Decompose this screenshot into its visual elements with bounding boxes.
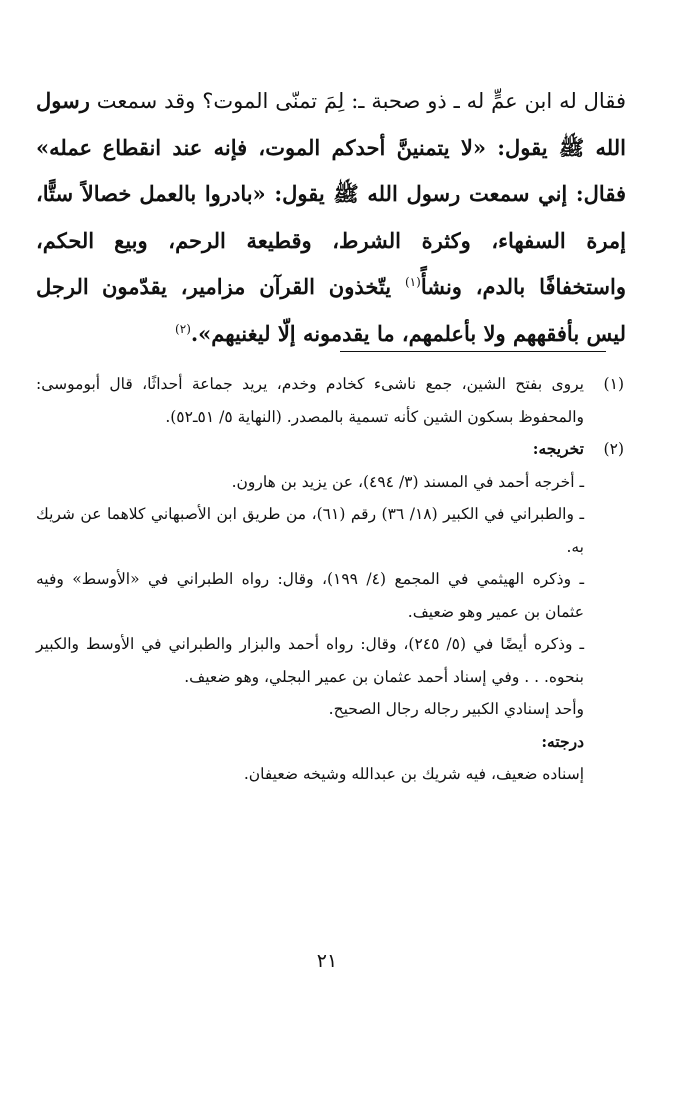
takhrij-item: وأحد إسنادي الكبير رجاله رجال الصحيح.	[328, 700, 584, 718]
main-line-2: رسول الله ﷺ يقول: «لا يتمنينَّ أحدكم الموت، فإنه عند انقطاع	[36, 88, 626, 160]
footnote-separator	[340, 351, 606, 352]
footnote-ref-1[interactable]: (١)	[404, 275, 421, 289]
main-line-5b: يتّخذون القرآن مزامير، يقدّمون	[101, 274, 405, 299]
grade-heading: درجته:	[541, 731, 584, 751]
main-text	[36, 78, 626, 357]
footnotes	[36, 368, 624, 791]
main-line-4: خصالاً ستًّا، إمرة السفهاء، وكثرة الشرط، وقطيعة الرحم، وبيع	[36, 181, 626, 253]
takhrij-item: ـ أخرجه أحمد في المسند (٣/ ٤٩٤)، عن يزيد بن هارون.	[231, 472, 584, 491]
footnote-number-2: (٢)	[603, 440, 624, 458]
main-line-6: الرجل ليس بأفقههم ولا بأعلمهم، ما يقدمونه إلّا ليغنيهم».	[36, 274, 626, 346]
footnote-text-2	[36, 433, 584, 791]
grade-text: إسناده ضعيف، فيه شريك بن عبدالله وشيخه ضعيفان.	[243, 765, 584, 783]
main-line-5: الحكم، واستخفافًا بالدم، ونشأً	[36, 227, 626, 299]
footnote-ref-2[interactable]: (٢)	[175, 321, 191, 336]
footnote-2	[36, 433, 624, 791]
footnote-number-1: (١)	[603, 375, 624, 393]
takhrij-item: ـ وذكره أيضًا في (٥/ ٢٤٥)، وقال: رواه أحمد والبزار والطبراني في الأوسط والكبير بنحوه. . . وفي إسناد أحمد عثمان بن عمير البجلي، وهو ضعيف.	[36, 635, 585, 686]
takhrij-heading: تخريجه:	[532, 439, 584, 458]
footnote-1	[36, 368, 624, 433]
takhrij-item: ـ وذكره الهيثمي في المجمع (٤/ ١٩٩)، وقال: رواه الطبراني في «الأوسط» وفيه عثمان بن عمير وهو ضعيف.	[36, 570, 584, 621]
page-number: ٢١	[316, 950, 338, 972]
footnote-text-1	[36, 368, 584, 433]
main-line	[36, 78, 626, 357]
footnote-1-body: يروى بفتح الشين، جمع ناشىء كخادم وخدم، يريد جماعة أحداثًا، قال أبوموسى: والمحفوظ بسكون الشين كأنه تسمية بالمصدر. (النهاية ٥/ ٥١ـ٥٢).	[36, 375, 584, 426]
main-line-1: فقال له ابن عمٍّ له ـ ذو صحبة ـ: لِمَ تمنّى الموت؟ وقد سمعت	[96, 89, 626, 113]
main-line-3: عمله» فقال: إني سمعت رسول الله ﷺ يقول: «بادروا بالعمل	[36, 134, 626, 206]
takhrij-item: ـ والطبراني في الكبير (١٨/ ٣٦) رقم (٦١)، من طريق ابن الأصبهاني كلاهما عن شريك به.	[36, 505, 584, 556]
